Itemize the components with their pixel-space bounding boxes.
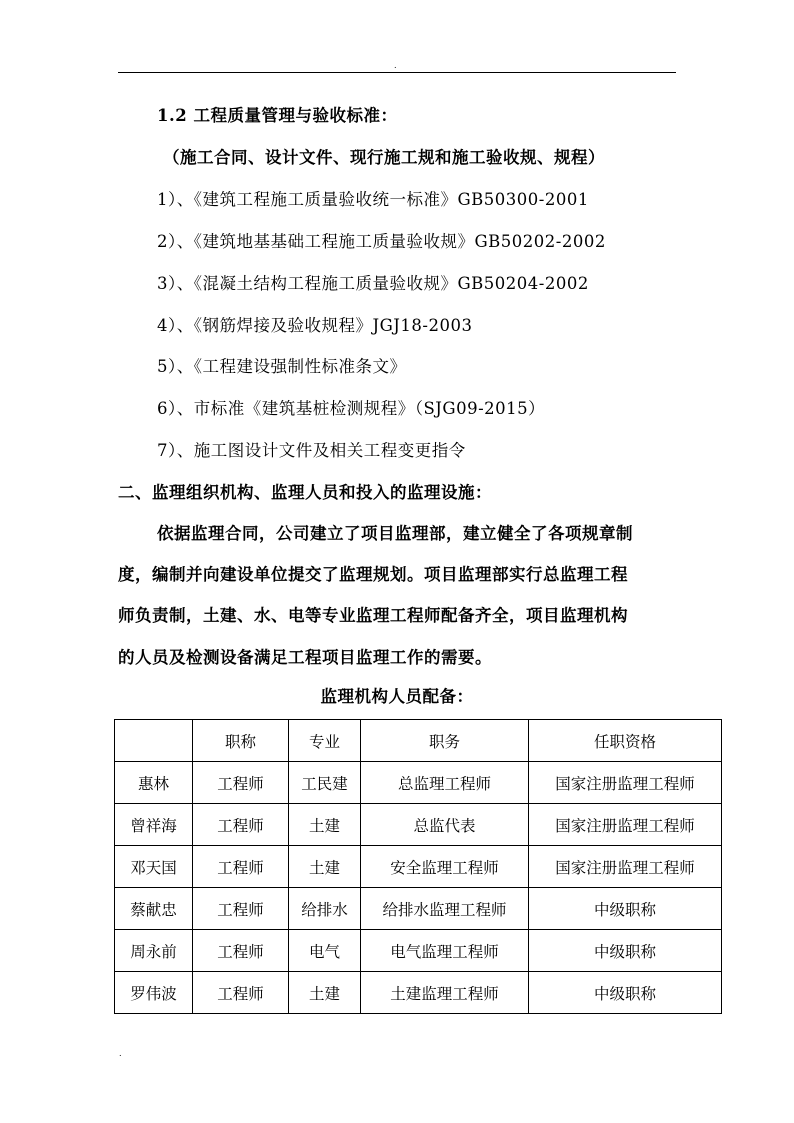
table-row [115, 762, 722, 804]
standard-item: 6）、市标准《建筑基桩检测规程》（SJG09-2015） [157, 399, 546, 418]
staff-qualification: 中级职称 [529, 972, 722, 1014]
staff-name: 惠林 [115, 762, 193, 804]
staff-specialty: 给排水 [289, 888, 361, 930]
standard-item: 2）、《建筑地基基础工程施工质量验收规》GB50202-2002 [157, 232, 606, 251]
table-header-cell: 职称 [193, 720, 289, 762]
standard-item: 1）、《建筑工程施工质量验收统一标准》GB50300-2001 [157, 190, 589, 209]
table-caption: 监理机构人员配备： [320, 687, 474, 706]
staff-position: 总监理工程师 [361, 762, 529, 804]
staff-specialty: 土建 [289, 846, 361, 888]
table-header-cell [115, 720, 193, 762]
staff-name: 曾祥海 [115, 804, 193, 846]
staff-specialty: 工民建 [289, 762, 361, 804]
staff-qualification: 中级职称 [529, 888, 722, 930]
table-row [115, 930, 722, 972]
paragraph-line: 依据监理合同，公司建立了项目监理部，建立健全了各项规章制 [157, 524, 633, 543]
staff-title: 工程师 [193, 972, 289, 1014]
staff-position: 电气监理工程师 [361, 930, 529, 972]
table-row [115, 972, 722, 1014]
staff-position: 安全监理工程师 [361, 846, 529, 888]
staff-qualification: 国家注册监理工程师 [529, 762, 722, 804]
table-header-row [115, 720, 722, 762]
section-heading-organization: 二、监理组织机构、监理人员和投入的监理设施： [118, 483, 492, 502]
staff-position: 土建监理工程师 [361, 972, 529, 1014]
standard-item: 7）、施工图设计文件及相关工程变更指令 [157, 441, 466, 460]
paragraph-line: 度，编制并向建设单位提交了监理规划。项目监理部实行总监理工程 [118, 565, 628, 584]
table-row [115, 846, 722, 888]
staff-title: 工程师 [193, 846, 289, 888]
staff-specialty: 土建 [289, 972, 361, 1014]
standard-item: 5）、《工程建设强制性标准条文》 [157, 357, 407, 376]
staff-specialty: 土建 [289, 804, 361, 846]
staff-name: 邓天国 [115, 846, 193, 888]
standard-item: 3）、《混凝土结构工程施工质量验收规》GB50204-2002 [157, 274, 589, 293]
table-header-cell: 任职资格 [529, 720, 722, 762]
staff-qualification: 国家注册监理工程师 [529, 846, 722, 888]
staff-position: 总监代表 [361, 804, 529, 846]
table-header-cell: 专业 [289, 720, 361, 762]
section-subheading: （施工合同、设计文件、现行施工规和施工验收规、规程） [163, 148, 605, 167]
staff-name: 罗伟波 [115, 972, 193, 1014]
staff-specialty: 电气 [289, 930, 361, 972]
staff-name: 周永前 [115, 930, 193, 972]
staff-title: 工程师 [193, 762, 289, 804]
staff-title: 工程师 [193, 930, 289, 972]
table-row [115, 804, 722, 846]
header-rule [118, 72, 676, 73]
section-heading-quality: 1.2 工程质量管理与验收标准： [157, 106, 398, 125]
staff-position: 给排水监理工程师 [361, 888, 529, 930]
table-row [115, 888, 722, 930]
footer-mark: . [119, 1049, 122, 1058]
staff-title: 工程师 [193, 804, 289, 846]
paragraph-line: 师负责制，土建、水、电等专业监理工程师配备齐全，项目监理机构 [118, 606, 628, 625]
staff-table [114, 719, 722, 1014]
staff-qualification: 国家注册监理工程师 [529, 804, 722, 846]
header-mark: . [394, 61, 397, 70]
staff-qualification: 中级职称 [529, 930, 722, 972]
paragraph-line: 的人员及检测设备满足工程项目监理工作的需要。 [118, 648, 492, 667]
standard-item: 4）、《钢筋焊接及验收规程》JGJ18-2003 [157, 316, 473, 335]
table-header-cell: 职务 [361, 720, 529, 762]
staff-title: 工程师 [193, 888, 289, 930]
staff-name: 蔡献忠 [115, 888, 193, 930]
